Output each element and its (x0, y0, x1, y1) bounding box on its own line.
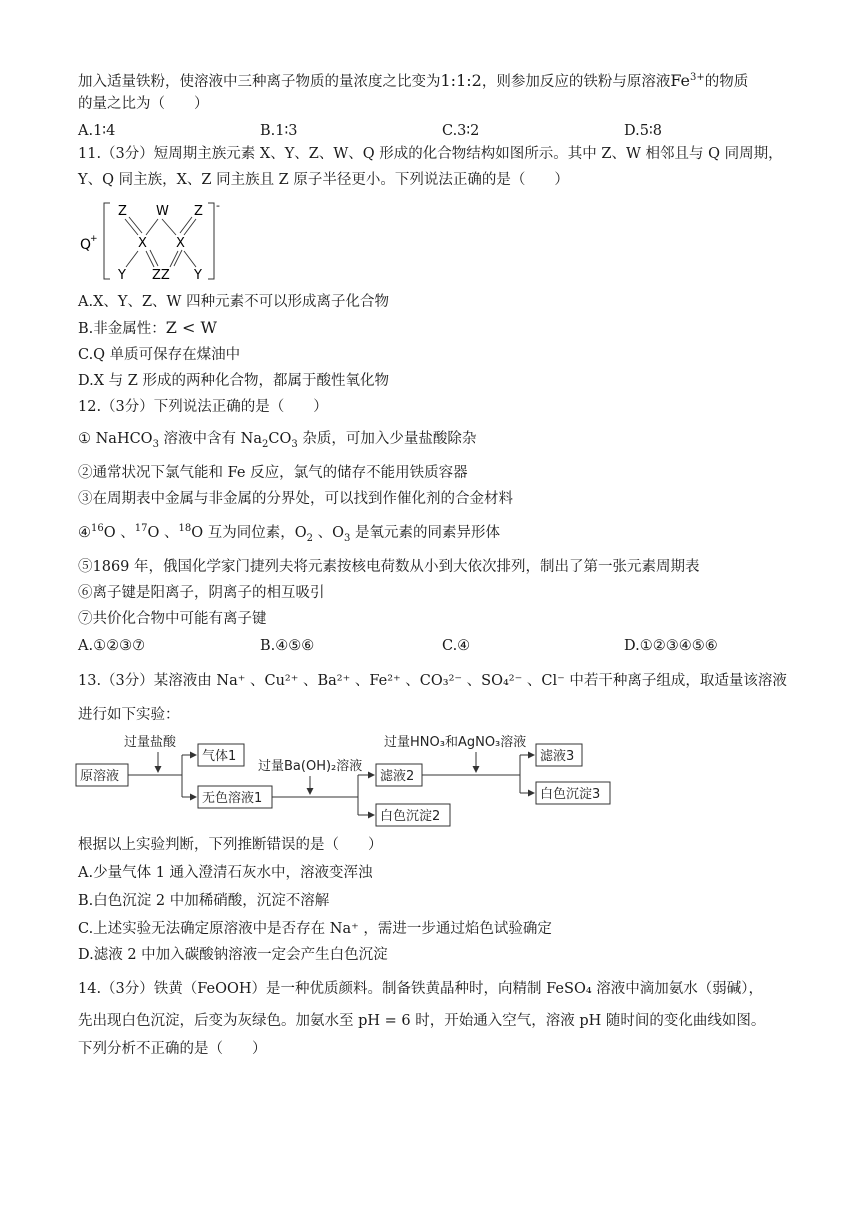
q12-statement-2: ②通常状况下氯气能和 Fe 反应，氯气的储存不能用铁质容器 (78, 465, 468, 481)
q12-statement-5: ⑤1869 年，俄国化学家门捷列夫将元素按核电荷数从小到大依次排列，制出了第一张元素周期表 (78, 559, 700, 575)
svg-text:原溶液: 原溶液 (80, 769, 120, 784)
reagent-excess-baoh2: 过量Ba(OH)₂溶液 (258, 759, 363, 774)
q13-option-a[interactable]: A.少量气体 1 通入澄清石灰水中，溶液变浑浊 (78, 865, 373, 881)
atom-x-right: X (176, 236, 185, 251)
q13-option-b[interactable]: B.白色沉淀 2 中加稀硝酸，沉淀不溶解 (78, 893, 330, 909)
svg-text:滤液2: 滤液2 (380, 769, 415, 784)
q13-stem-line1: 13.（3分）某溶液由 Na⁺ 、Cu²⁺ 、Ba²⁺ 、Fe²⁺ 、CO₃²⁻ 、SO₄²⁻ 、Cl⁻ 中若干种离子组成，取适量该溶液 (78, 673, 787, 689)
svg-text:白色沉淀3: 白色沉淀3 (540, 787, 601, 802)
ratio: 1:1:2 (440, 71, 482, 90)
q10-line2: 的量之比为（ ） (78, 96, 209, 112)
q13-ask: 根据以上实验判断，下列推断错误的是（ ） (78, 837, 383, 853)
q13-stem-line2: 进行如下实验： (78, 707, 180, 723)
q12-statement-1: ① NaHCO$_3$ 溶液中含有 $Na_2CO_3$ 杂质，可加入少量盐酸除杂 (78, 431, 477, 450)
q11-option-d[interactable]: D.X 与 Z 形成的两种化合物，都属于酸性氧化物 (78, 373, 389, 389)
svg-text:滤液3: 滤液3 (540, 749, 575, 764)
q10-option-c[interactable]: C.3∶2 (442, 123, 480, 139)
atom-zz-bottom: ZZ (152, 268, 170, 283)
atom-z-top-left: Z (118, 204, 127, 219)
bond-lines (125, 217, 196, 267)
q13-flow-diagram (74, 732, 774, 828)
q13-option-d[interactable]: D.滤液 2 中加入碳酸钠溶液一定会产生白色沉淀 (78, 947, 388, 963)
q12-option-d[interactable]: D.①②③④⑤⑥ (624, 638, 718, 654)
q10-line1: 加入适量铁粉，使溶液中三种离子物质的量浓度之比变为1:1:2，则参加反应的铁粉与原溶液$Fe^{3+}$的物质 (78, 71, 749, 90)
q12-statement-6: ⑥离子键是阳离子，阴离子的相互吸引 (78, 585, 325, 601)
q12-statement-4: ④$^{16}$O 、$^{17}$O 、$^{18}$O 互为同位素，$O_2$ 、$O_3$ 是氧元素的同素异形体 (78, 523, 500, 544)
anion-charge: - (216, 199, 220, 212)
q12-stem: 12.（3分）下列说法正确的是（ ） (78, 399, 328, 415)
q10-option-b[interactable]: B.1∶3 (260, 123, 298, 139)
q14-stem-line2: 先出现白色沉淀，后变为灰绿色。加氨水至 pH = 6 时，开始通入空气，溶液 pH 随时间的变化曲线如图。 (78, 1013, 766, 1029)
q12-statement-3: ③在周期表中金属与非金属的分界处，可以找到作催化剂的合金材料 (78, 491, 513, 507)
q11-option-a[interactable]: A.X、Y、Z、W 四种元素不可以形成离子化合物 (78, 294, 390, 310)
svg-text:白色沉淀2: 白色沉淀2 (380, 809, 441, 824)
q13-option-c[interactable]: C.上述实验无法确定原溶液中是否存在 Na⁺ ，需进一步通过焰色试验确定 (78, 921, 552, 937)
atom-y-bottom-right: Y (194, 268, 202, 283)
q10-option-d[interactable]: D.5∶8 (624, 123, 662, 139)
atom-y-bottom-left: Y (118, 268, 126, 283)
reagent-excess-hcl: 过量盐酸 (124, 735, 177, 750)
q12-statement-7: ⑦共价化合物中可能有离子键 (78, 611, 267, 627)
q11-structure-diagram (78, 199, 238, 287)
q11-option-b[interactable]: B.非金属性：Z < W (78, 318, 217, 337)
q11-stem-line1: 11.（3分）短周期主族元素 X、Y、Z、W、Q 形成的化合物结构如图所示。其中 Z、W 相邻且与 Q 同周期， (78, 146, 783, 162)
q14-stem-line3: 下列分析不正确的是（ ） (78, 1041, 267, 1057)
atom-z-top-right: Z (194, 204, 203, 219)
q12-option-b[interactable]: B.④⑤⑥ (260, 638, 315, 654)
atom-x-left: X (138, 236, 147, 251)
reagent-excess-hno3-agno3: 过量HNO₃和AgNO₃溶液 (384, 735, 527, 750)
svg-text:无色溶液1: 无色溶液1 (202, 791, 263, 806)
svg-text:气体1: 气体1 (202, 749, 237, 764)
q10-options (78, 119, 788, 143)
q11-stem-line2: Y、Q 同主族，X、Z 同主族且 Z 原子半径更小。下列说法正确的是（ ） (78, 172, 569, 188)
exam-page (78, 64, 788, 1060)
q11-option-c[interactable]: C.Q 单质可保存在煤油中 (78, 347, 241, 363)
q14-stem-line1: 14.（3分）铁黄（FeOOH）是一种优质颜料。制备铁黄晶种时，向精制 FeSO₄ 溶液中滴加氨水（弱碱）， (78, 981, 764, 997)
q12-option-c[interactable]: C.④ (442, 638, 471, 654)
cation-q: Q (80, 237, 92, 253)
atom-w-top: W (156, 204, 169, 219)
q12-options (78, 634, 788, 658)
q10-option-a[interactable]: A.1∶4 (78, 123, 116, 139)
cation-charge: + (90, 234, 98, 244)
q12-option-a[interactable]: A.①②③⑦ (78, 638, 146, 654)
